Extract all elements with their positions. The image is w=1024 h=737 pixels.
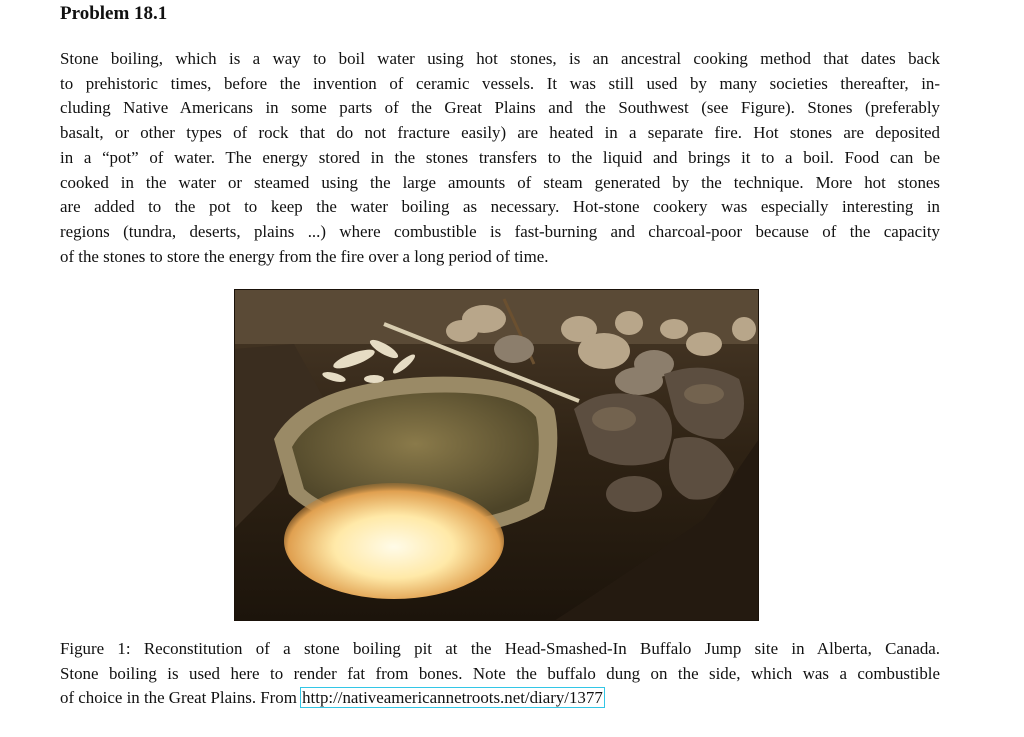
body-line: cluding Native Americans in some parts of the Great Plains and the Southwest (see Figure). Stones (preferably [60, 98, 940, 118]
body-line: cooked in the water or steamed using the large amounts of steam generated by the technique. More hot stones [60, 172, 940, 192]
caption-line: Figure 1: Reconstitution of a stone boiling pit at the Head-Smashed-In Buffalo Jump site in Alberta, Canada. [60, 639, 940, 658]
body-line: basalt, or other types of rock that do not fracture easily) are heated in a separate fire. Hot stones are deposited [60, 123, 940, 143]
problem-body [60, 47, 940, 269]
figure-caption [60, 637, 940, 711]
body-line: of the stones to store the energy from the fire over a long period of time. [60, 246, 549, 266]
caption-line [60, 686, 940, 711]
stone-boiling-pit-photo [234, 289, 759, 621]
body-line: regions (tundra, deserts, plains ...) where combustible is fast-burning and charcoal-poor because of the capacity [60, 221, 940, 241]
source-link[interactable]: http://nativeamericannetroots.net/diary/1377 [302, 688, 603, 708]
body-line: Stone boiling, which is a way to boil water using hot stones, is an ancestral cooking method that dates back [60, 49, 940, 68]
body-line: are added to the pot to keep the water boiling as necessary. Hot-stone cookery was especially interesting in [60, 197, 940, 217]
problem-title: Problem 18.1 [60, 3, 168, 24]
caption-line: Stone boiling is used here to render fat from bones. Note the buffalo dung on the side, which was a combustible [60, 663, 940, 683]
caption-line-text: of choice in the Great Plains. From [60, 688, 302, 708]
body-line: in a “pot” of water. The energy stored in the stones transfers to the liquid and brings it to a boil. Food can be [60, 147, 940, 167]
body-line: to prehistoric times, before the invention of ceramic vessels. It was still used by many societies thereafter, in- [60, 73, 940, 93]
